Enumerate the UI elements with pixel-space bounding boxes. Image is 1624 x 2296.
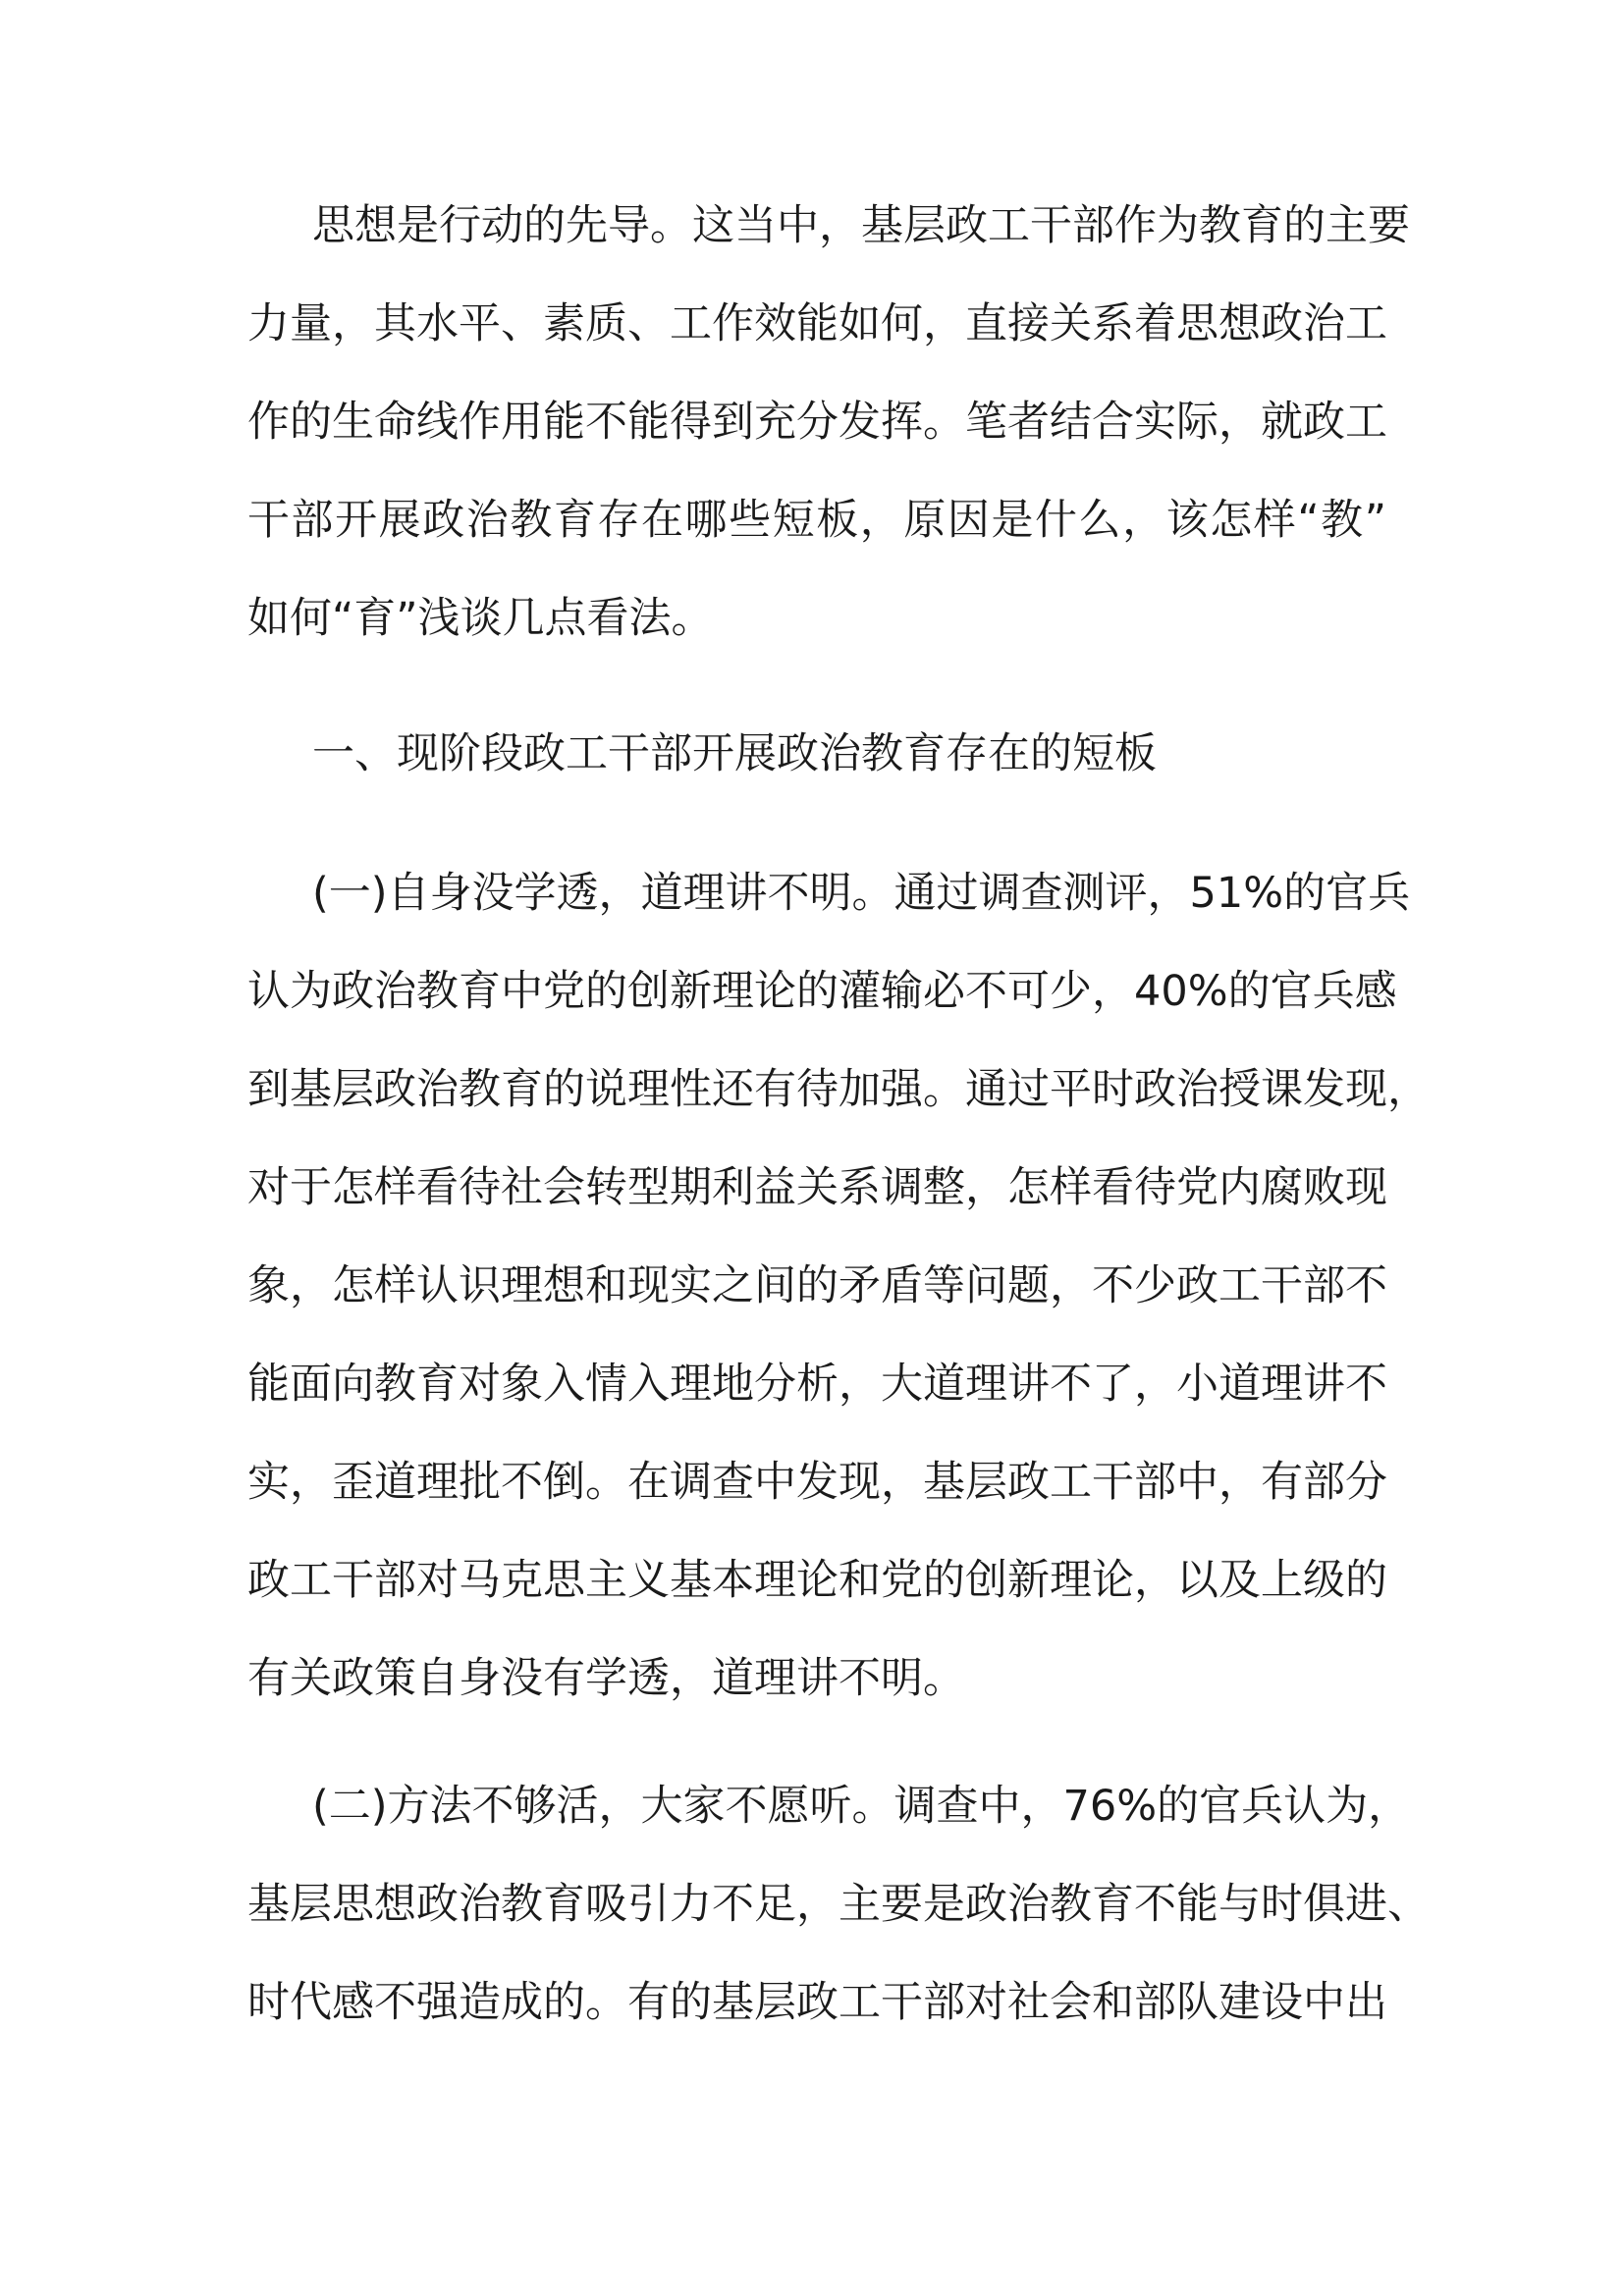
subsection-1-paragraph-line: 象，怎样认识理想和现实之间的矛盾等问题，不少政工干部不 <box>247 1261 1387 1310</box>
subsection-1-paragraph-line: (一)自身没学透，道理讲不明。通过调查测评，51%的官兵 <box>312 869 1411 918</box>
subsection-1-paragraph-line: 实，歪道理批不倒。在调查中发现，基层政工干部中，有部分 <box>247 1458 1387 1507</box>
intro-paragraph-line: 如何“育”浅谈几点看法。 <box>247 594 714 643</box>
section-heading-line: 一、现阶段政工干部开展政治教育存在的短板 <box>312 729 1157 778</box>
subsection-1-paragraph-line: 政工干部对马克思主义基本理论和党的创新理论，以及上级的 <box>247 1556 1387 1605</box>
subsection-1-paragraph-line: 有关政策自身没有学透，道理讲不明。 <box>247 1654 965 1703</box>
subsection-1-paragraph-line: 认为政治教育中党的创新理论的灌输必不可少，40%的官兵感 <box>247 967 1397 1016</box>
subsection-1-paragraph-line: 到基层政治教育的说理性还有待加强。通过平时政治授课发现， <box>247 1065 1430 1114</box>
intro-paragraph-line: 思想是行动的先导。这当中，基层政工干部作为教育的主要 <box>312 201 1410 250</box>
subsection-2-paragraph-line: 时代感不强造成的。有的基层政工干部对社会和部队建设中出 <box>247 1978 1387 2027</box>
subsection-2-paragraph-line: (二)方法不够活，大家不愿听。调查中，76%的官兵认为， <box>312 1782 1411 1831</box>
subsection-1-paragraph-line: 对于怎样看待社会转型期利益关系调整，怎样看待党内腐败现 <box>247 1163 1387 1212</box>
subsection-1-paragraph-line: 能面向教育对象入情入理地分析，大道理讲不了，小道理讲不 <box>247 1360 1387 1409</box>
intro-paragraph-line: 作的生命线作用能不能得到充分发挥。笔者结合实际，就政工 <box>247 398 1387 447</box>
intro-paragraph-line: 干部开展政治教育存在哪些短板，原因是什么，该怎样“教” <box>247 496 1386 545</box>
intro-paragraph-line: 力量，其水平、素质、工作效能如何，直接关系着思想政治工 <box>247 299 1387 348</box>
subsection-2-paragraph-line: 基层思想政治教育吸引力不足，主要是政治教育不能与时俱进、 <box>247 1880 1430 1929</box>
